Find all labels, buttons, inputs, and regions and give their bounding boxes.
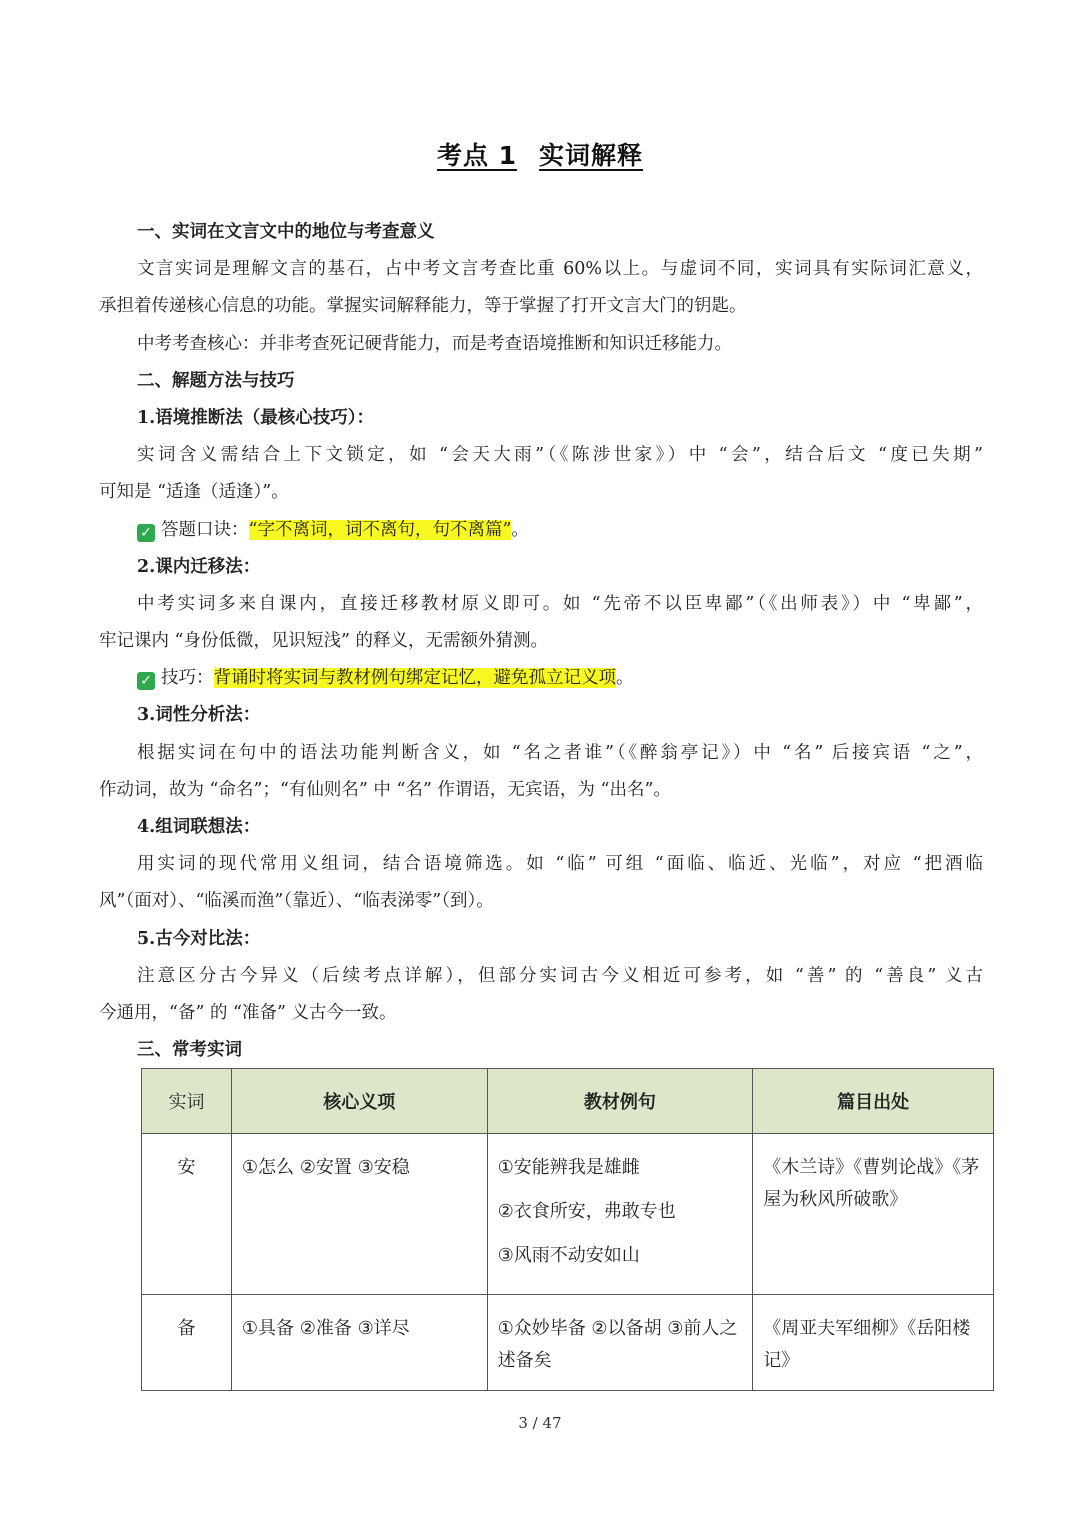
method-4-heading: 4.组词联想法： xyxy=(137,817,261,837)
tip-highlight: “字不离词，词不离句，句不离篇” xyxy=(248,519,512,540)
page-title xyxy=(0,136,1080,172)
tip-end: 。 xyxy=(616,668,634,689)
tip-highlight: 背诵时将实词与教材例句绑定记忆，避免孤立记义项 xyxy=(213,668,616,689)
cell-examples xyxy=(487,1295,753,1391)
check-icon: ✓ xyxy=(137,524,155,542)
check-icon: ✓ xyxy=(137,672,155,690)
section-1-heading: 一、实词在文言文中的地位与考查意义 xyxy=(137,222,435,242)
tip-label: 答题口诀： xyxy=(161,519,249,540)
method-4-line-2: 风”（面对）、“临溪而渔”（靠近）、“临表涕零”（到）。 xyxy=(99,891,494,912)
section-3-heading: 三、常考实词 xyxy=(137,1040,242,1061)
cell-meanings: ①具备 ②准备 ③详尽 xyxy=(231,1295,487,1391)
table-row xyxy=(142,1295,994,1391)
cell-word: 备 xyxy=(142,1295,232,1391)
title-text: 实词解释 xyxy=(539,141,644,170)
method-5-heading: 5.古今对比法： xyxy=(137,928,261,949)
paragraph-1-line-2: 承担着传递核心信息的功能。掌握实词解释能力，等于掌握了打开文言大门的钥匙。 xyxy=(99,296,747,317)
method-2-line-2: 牢记课内 “身份低微，见识短浅” 的释义，无需额外猜测。 xyxy=(99,631,549,652)
table-row xyxy=(142,1134,994,1295)
column-header-meaning: 核心义项 xyxy=(231,1069,487,1134)
title-number: 考点 1 xyxy=(436,141,518,170)
example-sentence: ①众妙毕备 ②以备胡 ③前人之述备矣 xyxy=(497,1318,738,1371)
column-header-example: 教材例句 xyxy=(487,1069,753,1134)
method-2-line-1: 中考实词多来自课内，直接迁移教材原义即可。如 “先帝不以臣卑鄙”（《出师表》）中 “卑鄙”， xyxy=(137,593,983,614)
example-sentence: ①安能辨我是雄雌 xyxy=(497,1157,640,1178)
example-sentence: ②衣食所安，弗敢专也 xyxy=(497,1201,676,1222)
cell-source: 《木兰诗》《曹刿论战》《茅屋为秋风所破歌》 xyxy=(753,1134,994,1295)
method-2-tip xyxy=(99,660,983,697)
tip-label: 技巧： xyxy=(161,668,214,689)
method-2-heading: 2.课内迁移法： xyxy=(137,556,261,577)
column-header-source: 篇目出处 xyxy=(753,1069,994,1134)
cell-source: 《周亚夫军细柳》《岳阳楼记》 xyxy=(753,1295,994,1391)
paragraph-1-line-1: 文言实词是理解文言的基石，占中考文言考查比重 60%以上。与虚词不同，实词具有实际词汇意义， xyxy=(137,259,983,280)
method-3-line-2: 作动词，故为 “命名”；“有仙则名” 中 “名” 作谓语，无宾语，为 “出名”。 xyxy=(99,779,671,800)
column-header-word: 实词 xyxy=(142,1069,232,1134)
method-1-tip xyxy=(99,512,983,549)
method-1-line-2: 可知是 “适逢（适逢）”。 xyxy=(99,482,289,503)
method-4-line-1: 用实词的现代常用义组词，结合语境筛选。如 “临” 可组 “面临、临近、光临”，对应 “把酒临 xyxy=(137,854,983,875)
keyword-table xyxy=(141,1068,994,1391)
method-1-heading: 1.语境推断法（最核心技巧）： xyxy=(137,407,375,428)
body-content xyxy=(99,214,983,1069)
example-sentence: ③风雨不动安如山 xyxy=(497,1245,640,1266)
cell-meanings: ①怎么 ②安置 ③安稳 xyxy=(231,1134,487,1295)
method-1-line-1: 实词含义需结合上下文锁定，如 “会天大雨”（《陈涉世家》）中 “会”，结合后文 “度已失期” xyxy=(137,445,983,466)
cell-word: 安 xyxy=(142,1134,232,1295)
paragraph-2: 中考考查核心：并非考查死记硬背能力，而是考查语境推断和知识迁移能力。 xyxy=(137,333,732,354)
tip-end: 。 xyxy=(511,519,529,540)
method-5-line-1: 注意区分古今异义（后续考点详解），但部分实词古今义相近可参考，如 “善” 的 “善良” 义古 xyxy=(137,965,983,986)
method-3-heading: 3.词性分析法： xyxy=(137,705,261,726)
method-5-line-2: 今通用，“备” 的 “准备” 义古今一致。 xyxy=(99,1002,397,1023)
cell-examples xyxy=(487,1134,753,1295)
page-number: 3 / 47 xyxy=(518,1414,562,1432)
section-2-heading: 二、解题方法与技巧 xyxy=(137,370,295,391)
table-header-row xyxy=(142,1069,994,1134)
method-3-line-1: 根据实词在句中的语法功能判断含义，如 “名之者谁”（《醉翁亭记》）中 “名” 后接宾语 “之”， xyxy=(137,742,983,763)
